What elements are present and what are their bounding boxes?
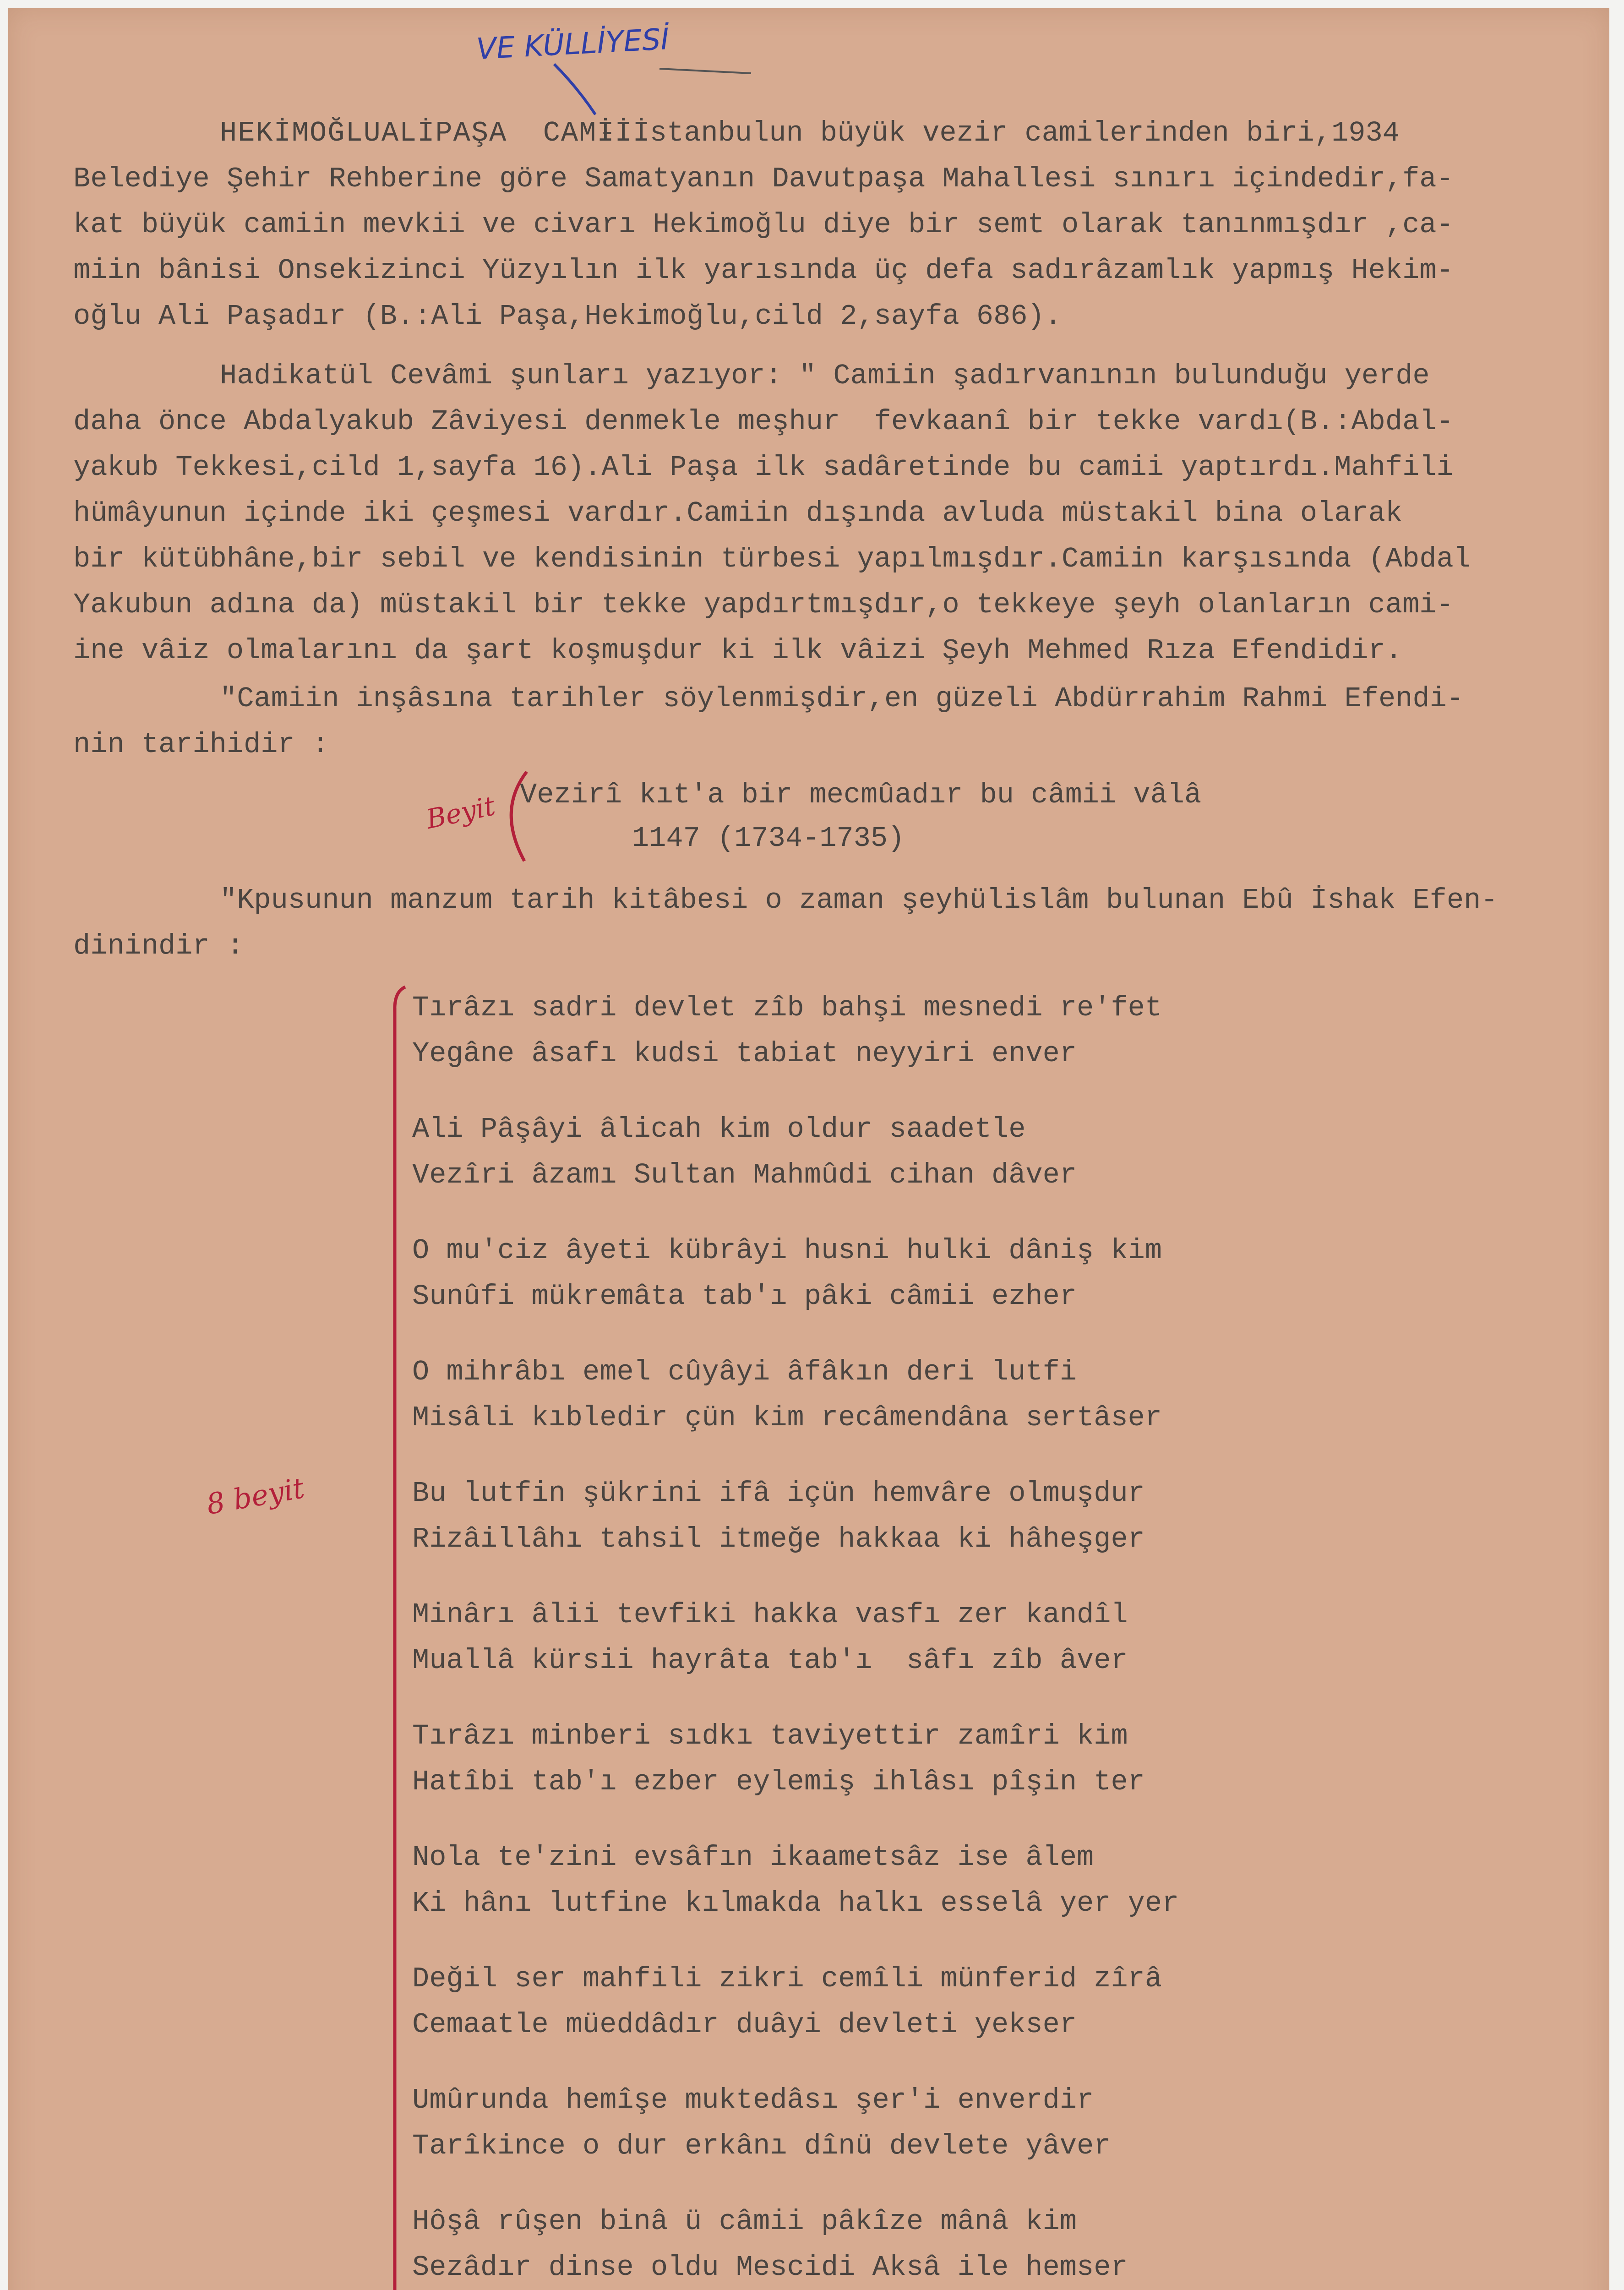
paragraph2-line-0: Hadikatül Cevâmi şunları yazıyor: " Camiin şadırvanının bulunduğu yerde bbox=[220, 360, 1430, 392]
poem-line: Sezâdır dinse oldu Mescidi Aksâ ile hemser bbox=[412, 2251, 1128, 2284]
poem-line: O mihrâbı emel cûyâyi âfâkın deri lutfi bbox=[412, 1356, 1077, 1388]
handwritten-insert-note: VE KÜLLİYESİ bbox=[475, 22, 670, 66]
mosque-title: HEKİMOĞLUALİPAŞA CAMİİ bbox=[220, 117, 633, 149]
poem-line: Bu lutfin şükrini ifâ içün hemvâre olmuşdur bbox=[412, 1477, 1145, 1510]
couplet-line: Vezirî kıt'a bir mecmûadır bu câmii vâlâ bbox=[520, 779, 1202, 811]
paragraph1-line-3: miin bânisi Onsekizinci Yüzyılın ilk yarısında üç defa sadırâzamlık yapmış Hekim- bbox=[73, 254, 1454, 287]
poem-line: Ali Pâşâyi âlicah kim oldur saadetle bbox=[412, 1113, 1026, 1145]
poem-line: Değil ser mahfili zikri cemîli münferid zîrâ bbox=[412, 1963, 1162, 1995]
poem-line: Rizâillâhı tahsil itmeğe hakkaa ki hâheşger bbox=[412, 1523, 1145, 1555]
poem-line: Minârı âlii tevfiki hakka vasfı zer kandîl bbox=[412, 1598, 1128, 1631]
poem-line: Umûrunda hemîşe muktedâsı şer'i enverdir bbox=[412, 2084, 1094, 2116]
paragraph3-line-1: nin tarihidir : bbox=[73, 728, 329, 761]
poem-line: Vezîri âzamı Sultan Mahmûdi cihan dâver bbox=[412, 1159, 1077, 1191]
poem-line: Sunûfi mükremâta tab'ı pâki câmii ezher bbox=[412, 1280, 1077, 1313]
paragraph3-line-0: "Camiin inşâsına tarihler söylenmişdir,en güzeli Abdürrahim Rahmi Efendi- bbox=[220, 682, 1464, 715]
poem-line: Ki hânı lutfine kılmakda halkı esselâ yer yer bbox=[412, 1887, 1179, 1919]
poem-line: Yegâne âsafı kudsi tabiat neyyiri enver bbox=[412, 1037, 1077, 1070]
poem-line: Hôşâ rûşen binâ ü câmii pâkîze mânâ kim bbox=[412, 2205, 1077, 2238]
poem-line: Tarîkince o dur erkânı dînü devlete yâver bbox=[412, 2130, 1111, 2162]
poem-line: Nola te'zini evsâfın ikaametsâz ise âlem bbox=[412, 1841, 1094, 1874]
paragraph2-line-1: daha önce Abdalyakub Zâviyesi denmekle meşhur fevkaanî bir tekke vardı(B.:Abdal- bbox=[73, 405, 1454, 438]
paragraph4-line-0: "Kpusunun manzum tarih kitâbesi o zaman şeyhülislâm bulunan Ebû İshak Efen- bbox=[220, 884, 1498, 916]
paragraph1-line-0: - İstanbulun büyük vezir camilerinden biri,1934 bbox=[582, 117, 1400, 149]
paragraph1-line-2: kat büyük camiin mevkii ve civarı Hekimoğlu diye bir semt olarak tanınmışdır ,ca- bbox=[73, 208, 1454, 241]
paragraph2-line-3: hümâyunun içinde iki çeşmesi vardır.Camiin dışında avluda müstakil bina olarak bbox=[73, 497, 1403, 529]
couplet-date: 1147 (1734-1735) bbox=[632, 822, 905, 855]
poem-line: Muallâ kürsii hayrâta tab'ı sâfı zîb âver bbox=[412, 1644, 1128, 1677]
paragraph2-line-4: bir kütübhâne,bir sebil ve kendisinin türbesi yapılmışdır.Camiin karşısında (Abdal bbox=[73, 543, 1471, 575]
paragraph2-line-5: Yakubun adına da) müstakil bir tekke yapdırtmışdır,o tekkeye şeyh olanların cami- bbox=[73, 589, 1454, 621]
poem-line: Tırâzı sadri devlet zîb bahşi mesnedi re'fet bbox=[412, 992, 1162, 1024]
paragraph2-line-6: ine vâiz olmalarını da şart koşmuşdur ki ilk vâizi Şeyh Mehmed Rıza Efendidir. bbox=[73, 634, 1403, 667]
poem-line: Hatîbi tab'ı ezber eylemiş ihlâsı pîşin ter bbox=[412, 1766, 1145, 1798]
poem-line: Misâli kıbledir çün kim recâmendâna sertâser bbox=[412, 1401, 1162, 1434]
paragraph4-line-1: dinindir : bbox=[73, 930, 244, 962]
margin-note-beyit: Beyit bbox=[423, 790, 498, 835]
paragraph2-line-2: yakub Tekkesi,cild 1,sayfa 16).Ali Paşa ilk sadâretinde bu camii yaptırdı.Mahfili bbox=[73, 451, 1454, 484]
paragraph1-line-1: Belediye Şehir Rehberine göre Samatyanın Davutpaşa Mahallesi sınırı içindedir,fa- bbox=[73, 163, 1454, 195]
poem-line: O mu'ciz âyeti kübrâyi husni hulki dâniş kim bbox=[412, 1234, 1162, 1267]
margin-note-8-beyit: 8 beyit bbox=[204, 1471, 307, 1521]
paragraph1-line-4: oğlu Ali Paşadır (B.:Ali Paşa,Hekimoğlu,cild 2,sayfa 686). bbox=[73, 300, 1062, 333]
poem-line: Cemaatle müeddâdır duâyi devleti yekser bbox=[412, 2008, 1077, 2041]
poem-line: Tırâzı minberi sıdkı taviyettir zamîri kim bbox=[412, 1720, 1128, 1752]
